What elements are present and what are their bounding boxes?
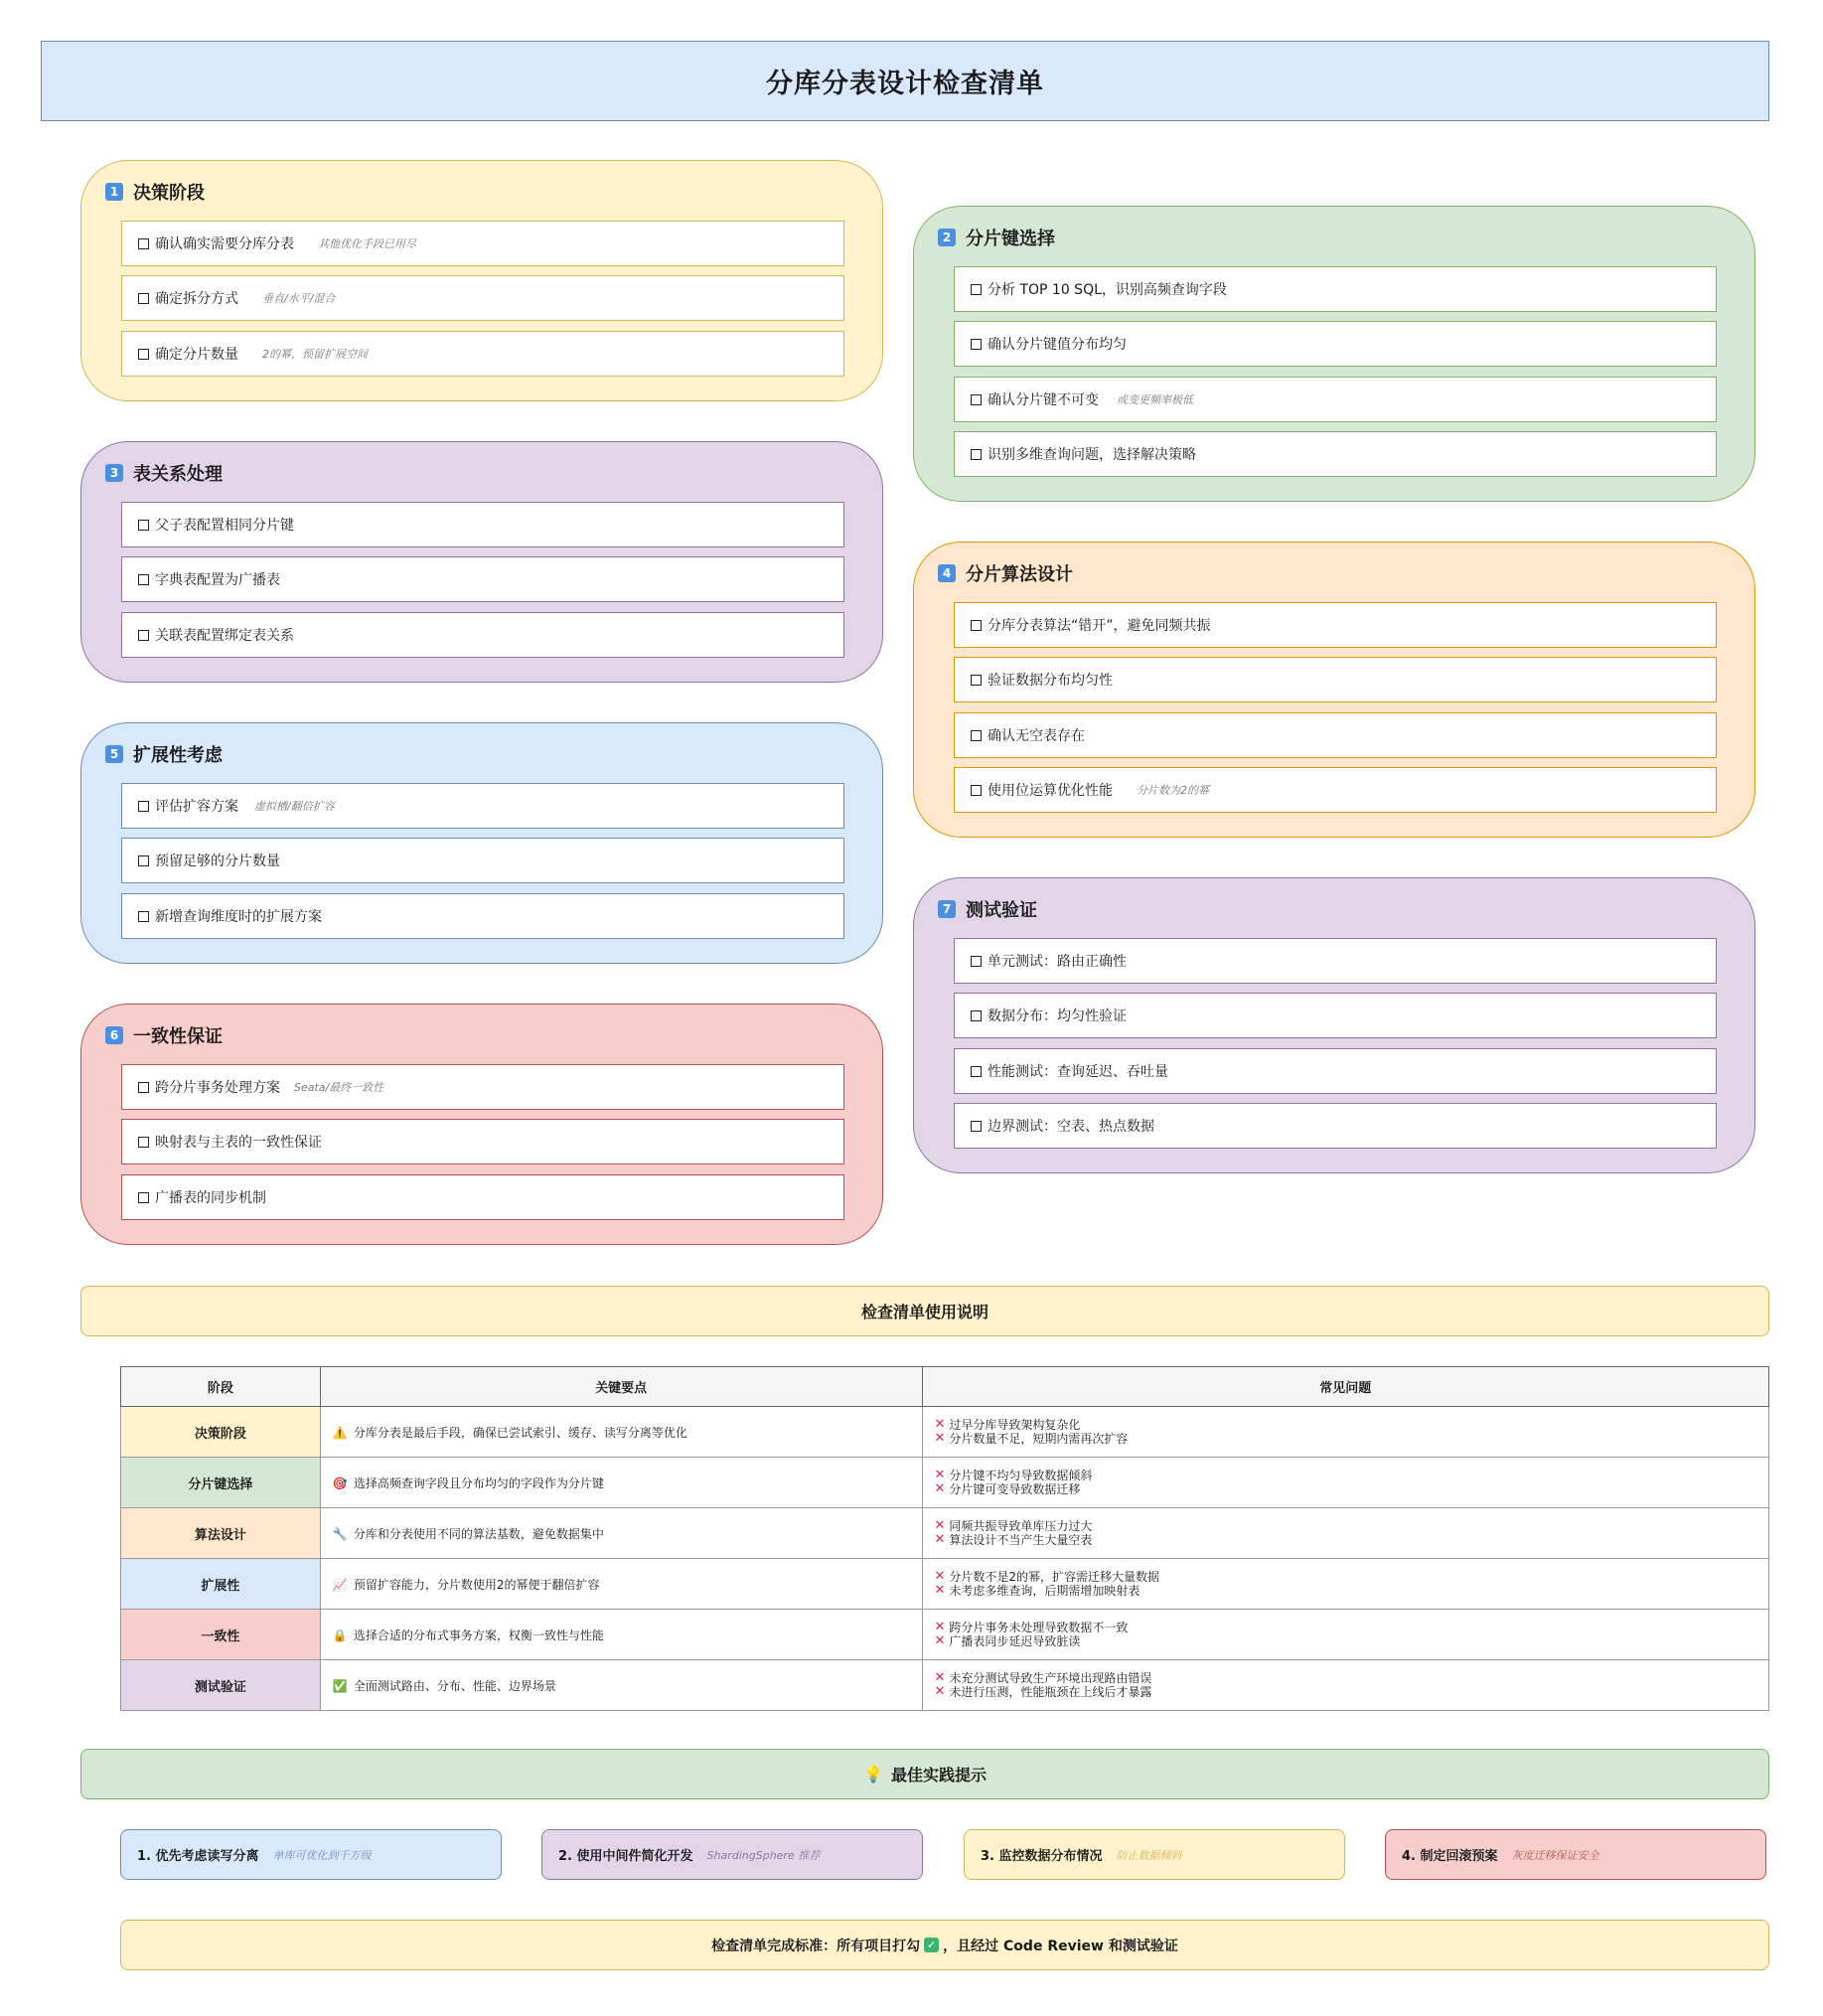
item-note: 垂直/水平/混合: [262, 292, 336, 305]
checkbox-icon[interactable]: [971, 339, 982, 350]
cross-icon: ✕: [934, 1518, 946, 1533]
problem-line: [935, 1519, 1769, 1533]
table-row: [121, 1407, 1769, 1458]
checklist-item[interactable]: [121, 221, 844, 266]
number-badge: 5: [105, 745, 123, 763]
item-label: 确定分片数量: [155, 347, 238, 363]
checklist-item[interactable]: [954, 377, 1717, 422]
key-point-text: 预留扩容能力，分片数使用2的幂便于翻倍扩容: [353, 1577, 600, 1592]
key-point-text: 选择高频查询字段且分布均匀的字段作为分片键: [353, 1475, 604, 1490]
checkbox-icon[interactable]: [971, 449, 982, 460]
checklist-item[interactable]: [121, 612, 844, 658]
stage-cell: 分片键选择: [121, 1458, 321, 1508]
problems-cell: [922, 1508, 1769, 1559]
checklist-item[interactable]: [121, 331, 844, 377]
cross-icon: ✕: [934, 1633, 946, 1648]
checkbox-icon[interactable]: [138, 1082, 149, 1093]
number-badge: 1: [105, 183, 123, 201]
problems-cell: [922, 1458, 1769, 1508]
item-label: 验证数据分布均匀性: [987, 673, 1113, 689]
tip-label: 2. 使用中间件简化开发: [558, 1849, 693, 1864]
lightbulb-icon: 💡: [863, 1765, 883, 1783]
checklist-item[interactable]: [954, 266, 1717, 312]
item-note: 其他优化手段已用尽: [318, 237, 416, 250]
key-point-cell: [320, 1407, 922, 1458]
number-badge: 7: [938, 900, 956, 918]
problem-text: 分片数量不足，短期内需再次扩容: [949, 1432, 1129, 1446]
tip-label: 4. 制定回滚预案: [1402, 1849, 1498, 1864]
checklist-item[interactable]: [954, 993, 1717, 1038]
item-note: 或变更频率极低: [1117, 393, 1193, 406]
problem-line: [935, 1634, 1769, 1648]
problem-text: 跨分片事务未处理导致数据不一致: [949, 1621, 1129, 1634]
stage-cell: 算法设计: [121, 1508, 321, 1559]
title-bar: [41, 41, 1769, 121]
key-point-icon: ⚠️: [332, 1425, 348, 1440]
item-label: 性能测试：查询延迟、吞吐量: [987, 1064, 1168, 1080]
checkbox-icon[interactable]: [971, 1010, 982, 1021]
checkbox-icon[interactable]: [971, 675, 982, 686]
checklist-item[interactable]: [954, 657, 1717, 702]
group-table-relations: [80, 441, 883, 683]
tip-label: 3. 监控数据分布情况: [981, 1849, 1103, 1864]
tip-note: ShardingSphere 推荐: [706, 1848, 821, 1862]
problem-line: [935, 1432, 1769, 1446]
table-row: [121, 1610, 1769, 1660]
checklist-item[interactable]: [954, 602, 1717, 648]
table-header-row: [121, 1367, 1769, 1407]
key-point-cell: [320, 1559, 922, 1610]
item-label: 新增查询维度时的扩展方案: [155, 909, 322, 925]
checkbox-icon[interactable]: [138, 630, 149, 641]
problem-text: 分片数不是2的幂，扩容需迁移大量数据: [949, 1570, 1160, 1584]
problem-text: 分片键不均匀导致数据倾斜: [949, 1469, 1093, 1482]
group-title: 扩展性考虑: [133, 745, 223, 766]
number-badge: 6: [105, 1026, 123, 1044]
problem-text: 广播表同步延迟导致脏读: [949, 1634, 1081, 1648]
item-label: 数据分布：均匀性验证: [987, 1008, 1127, 1024]
column-header: 关键要点: [320, 1367, 922, 1407]
checklist-item[interactable]: [121, 783, 844, 829]
stage-cell: 决策阶段: [121, 1407, 321, 1458]
tip-note: 单库可优化到千万级: [272, 1848, 372, 1862]
problem-line: [935, 1671, 1769, 1685]
problem-text: 算法设计不当产生大量空表: [949, 1533, 1093, 1547]
key-point-icon: 🎯: [332, 1475, 348, 1490]
checkbox-icon[interactable]: [971, 730, 982, 741]
group-shard-key: [913, 206, 1755, 502]
checkbox-icon[interactable]: [138, 1137, 149, 1148]
item-label: 分库分表算法“错开”，避免同频共振: [987, 618, 1211, 634]
best-practice-title-bar: [80, 1749, 1769, 1799]
number-badge: 2: [938, 229, 956, 246]
cross-icon: ✕: [934, 1569, 946, 1584]
group-testing: [913, 877, 1755, 1173]
key-point-cell: [320, 1610, 922, 1660]
best-practice-tip: [964, 1829, 1345, 1880]
table-row: [121, 1508, 1769, 1559]
check-icon: ✓: [924, 1938, 939, 1952]
item-label: 分析 TOP 10 SQL，识别高频查询字段: [987, 282, 1227, 298]
item-note: 虚拟槽/翻倍扩容: [254, 800, 335, 813]
number-badge: 4: [938, 564, 956, 582]
group-title: 分片键选择: [966, 229, 1055, 249]
cross-icon: ✕: [934, 1431, 946, 1446]
number-badge: 3: [105, 464, 123, 482]
checklist-item[interactable]: [121, 1064, 844, 1110]
checkbox-icon[interactable]: [971, 284, 982, 295]
problems-cell: [922, 1559, 1769, 1610]
problems-cell: [922, 1407, 1769, 1458]
checkbox-icon[interactable]: [138, 520, 149, 531]
key-point-icon: ✅: [332, 1678, 348, 1693]
problem-text: 未考虑多维查询，后期需增加映射表: [949, 1584, 1140, 1598]
key-point-cell: [320, 1458, 922, 1508]
item-label: 映射表与主表的一致性保证: [155, 1135, 322, 1151]
item-label: 确定拆分方式: [155, 291, 238, 307]
checkbox-icon[interactable]: [971, 785, 982, 796]
key-point-text: 分库分表是最后手段，确保已尝试索引、缓存、读写分离等优化: [353, 1425, 687, 1440]
item-label: 使用位运算优化性能: [987, 783, 1113, 799]
problem-line: [935, 1482, 1769, 1496]
key-point-cell: [320, 1508, 922, 1559]
problems-cell: [922, 1660, 1769, 1711]
checklist-item[interactable]: [954, 938, 1717, 984]
item-note: 分片数为2的幂: [1137, 784, 1209, 797]
item-label: 字典表配置为广播表: [155, 572, 280, 588]
stage-cell: 测试验证: [121, 1660, 321, 1711]
column-header: 阶段: [121, 1367, 321, 1407]
checkbox-icon[interactable]: [138, 574, 149, 585]
item-label: 预留足够的分片数量: [155, 853, 280, 869]
page-title: 分库分表设计检查清单: [766, 69, 1044, 99]
problem-line: [935, 1533, 1769, 1547]
stage-cell: 扩展性: [121, 1559, 321, 1610]
cross-icon: ✕: [934, 1670, 946, 1685]
problem-text: 同频共振导致单库压力过大: [949, 1519, 1093, 1533]
checklist-item[interactable]: [954, 431, 1717, 477]
tip-note: 灰度迁移保证安全: [1511, 1848, 1599, 1862]
problem-line: [935, 1418, 1769, 1432]
table-row: [121, 1458, 1769, 1508]
problems-cell: [922, 1610, 1769, 1660]
problem-line: [935, 1621, 1769, 1634]
key-point-text: 全面测试路由、分布、性能、边界场景: [353, 1678, 556, 1693]
problem-text: 未充分测试导致生产环境出现路由错误: [949, 1671, 1152, 1685]
tip-label: 1. 优先考虑读写分离: [137, 1849, 259, 1864]
item-note: Seata/最终一致性: [294, 1081, 384, 1094]
best-practice-tip: [120, 1829, 502, 1880]
group-decision-stage: [80, 160, 883, 401]
checklist-item[interactable]: [954, 767, 1717, 813]
completion-text-after: ，且经过 Code Review 和测试验证: [943, 1938, 1178, 1954]
checklist-item[interactable]: [954, 321, 1717, 367]
checklist-item[interactable]: [954, 1103, 1717, 1149]
item-note: 2的幂，预留扩展空间: [262, 348, 368, 361]
usage-table: [120, 1366, 1769, 1711]
checkbox-icon[interactable]: [138, 801, 149, 812]
item-label: 确认无空表存在: [987, 728, 1085, 744]
item-label: 单元测试：路由正确性: [987, 954, 1127, 970]
checklist-item[interactable]: [954, 712, 1717, 758]
key-point-text: 分库和分表使用不同的算法基数，避免数据集中: [353, 1526, 604, 1541]
checklist-item[interactable]: [121, 556, 844, 602]
item-label: 广播表的同步机制: [155, 1190, 266, 1206]
checkbox-icon[interactable]: [971, 394, 982, 405]
cross-icon: ✕: [934, 1620, 946, 1634]
stage-cell: 一致性: [121, 1610, 321, 1660]
item-label: 确认确实需要分库分表: [155, 236, 294, 252]
key-point-text: 选择合适的分布式事务方案，权衡一致性与性能: [353, 1628, 604, 1642]
item-label: 评估扩容方案: [155, 799, 238, 815]
group-title: 一致性保证: [133, 1026, 223, 1047]
problem-line: [935, 1570, 1769, 1584]
table-row: [121, 1559, 1769, 1610]
item-label: 跨分片事务处理方案: [155, 1080, 280, 1096]
cross-icon: ✕: [934, 1417, 946, 1432]
tip-note: 防止数据倾斜: [1116, 1848, 1182, 1862]
column-header: 常见问题: [922, 1367, 1769, 1407]
completion-text-before: 检查清单完成标准：所有项目打勾: [711, 1938, 921, 1954]
checkbox-icon[interactable]: [138, 855, 149, 866]
key-point-icon: 🔧: [332, 1526, 348, 1541]
checkbox-icon[interactable]: [971, 620, 982, 631]
problem-line: [935, 1685, 1769, 1699]
key-point-cell: [320, 1660, 922, 1711]
checkbox-icon[interactable]: [138, 1192, 149, 1203]
checklist-item[interactable]: [121, 275, 844, 321]
completion-standard-bar: [120, 1920, 1769, 1970]
checkbox-icon[interactable]: [138, 293, 149, 304]
problem-text: 分片键可变导致数据迁移: [949, 1482, 1081, 1496]
group-shard-algorithm: [913, 542, 1755, 838]
checkbox-icon[interactable]: [138, 911, 149, 922]
item-label: 关联表配置绑定表关系: [155, 628, 294, 644]
best-practice-title: 最佳实践提示: [890, 1766, 987, 1784]
checkbox-icon[interactable]: [971, 1066, 982, 1077]
checklist-item[interactable]: [121, 893, 844, 939]
key-point-icon: 📈: [332, 1577, 348, 1592]
checkbox-icon[interactable]: [138, 238, 149, 249]
item-label: 边界测试：空表、热点数据: [987, 1119, 1154, 1135]
best-practice-tip: [1385, 1829, 1766, 1880]
checkbox-icon[interactable]: [971, 956, 982, 967]
cross-icon: ✕: [934, 1583, 946, 1598]
group-title: 测试验证: [966, 900, 1037, 921]
group-consistency: [80, 1004, 883, 1245]
checklist-item[interactable]: [121, 838, 844, 883]
key-point-icon: 🔒: [332, 1628, 348, 1642]
group-scalability: [80, 722, 883, 964]
usage-section-title: 检查清单使用说明: [80, 1286, 1769, 1336]
checkbox-icon[interactable]: [138, 349, 149, 360]
cross-icon: ✕: [934, 1532, 946, 1547]
problem-line: [935, 1469, 1769, 1482]
cross-icon: ✕: [934, 1481, 946, 1496]
checkbox-icon[interactable]: [971, 1121, 982, 1132]
best-practice-tip: [541, 1829, 923, 1880]
problem-line: [935, 1584, 1769, 1598]
table-row: [121, 1660, 1769, 1711]
problem-text: 未进行压测，性能瓶颈在上线后才暴露: [949, 1685, 1152, 1699]
group-title: 分片算法设计: [966, 564, 1073, 585]
group-title: 决策阶段: [133, 183, 205, 204]
checklist-item[interactable]: [954, 1048, 1717, 1094]
cross-icon: ✕: [934, 1468, 946, 1482]
item-label: 父子表配置相同分片键: [155, 518, 294, 534]
cross-icon: ✕: [934, 1684, 946, 1699]
item-label: 确认分片键不可变: [987, 392, 1099, 408]
group-title: 表关系处理: [133, 464, 223, 485]
item-label: 确认分片键值分布均匀: [987, 337, 1127, 353]
item-label: 识别多维查询问题，选择解决策略: [987, 447, 1196, 463]
checklist-item[interactable]: [121, 1119, 844, 1164]
problem-text: 过早分库导致架构复杂化: [949, 1418, 1081, 1432]
checklist-item[interactable]: [121, 502, 844, 547]
checklist-item[interactable]: [121, 1174, 844, 1220]
